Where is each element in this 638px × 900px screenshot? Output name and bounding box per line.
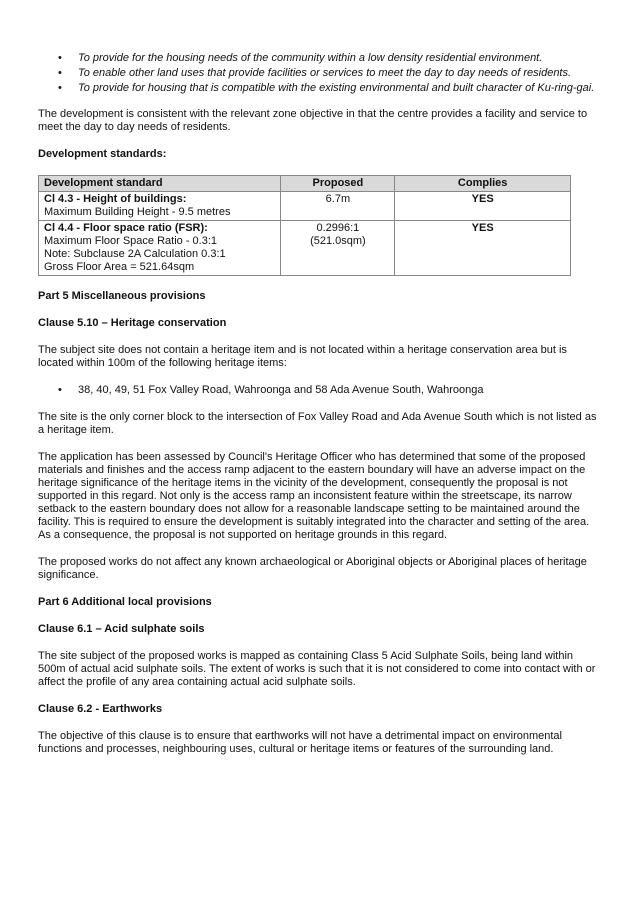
standard-line: Note: Subclause 2A Calculation 0.3:1 xyxy=(44,248,226,260)
header-proposed: Proposed xyxy=(281,176,395,192)
standard-line: Gross Floor Area = 521.64sqm xyxy=(44,261,195,273)
objective-item xyxy=(38,82,598,95)
document-content xyxy=(38,52,598,770)
proposed-cell xyxy=(281,192,395,221)
complies-cell: YES xyxy=(395,221,571,276)
header-complies: Complies xyxy=(395,176,571,192)
bullet-icon: • xyxy=(58,82,62,94)
bullet-icon: • xyxy=(58,67,62,79)
proposed-cell xyxy=(281,221,395,276)
standard-cell xyxy=(39,192,281,221)
complies-cell: YES xyxy=(395,192,571,221)
proposed-line: 0.2996:1 xyxy=(316,222,360,234)
clause510-heading: Clause 5.10 – Heritage conservation xyxy=(38,317,227,329)
dev-standards-heading: Development standards: xyxy=(38,148,167,160)
heritage-intro-paragraph: The subject site does not contain a heritage item and is not located within a heritage conservation area but is located within 100m of the following heritage items: xyxy=(38,344,567,369)
part5-heading: Part 5 Miscellaneous provisions xyxy=(38,290,206,302)
part6-heading: Part 6 Additional local provisions xyxy=(38,596,212,608)
header-standard: Development standard xyxy=(39,176,281,192)
standard-line: Maximum Building Height - 9.5 metres xyxy=(44,206,231,218)
proposed-line: (521.0sqm) xyxy=(310,235,366,247)
acid-sulphate-paragraph: The site subject of the proposed works is mapped as containing Class 5 Acid Sulphate Soils, being land within 500m of actual acid sulphate soils. The extent of works is such that it is not considered to come into contact with or affect the profile of any area containing actual acid sulphate soils. xyxy=(38,650,596,688)
heritage-item xyxy=(38,384,598,397)
bullet-icon: • xyxy=(58,52,62,64)
standard-cell xyxy=(39,221,281,276)
development-standards-table xyxy=(38,175,571,276)
objective-item xyxy=(38,67,598,80)
corner-block-paragraph: The site is the only corner block to the intersection of Fox Valley Road and Ada Avenue South which is not listed as a heritage item. xyxy=(38,411,597,436)
clause61-heading: Clause 6.1 – Acid sulphate soils xyxy=(38,623,205,635)
table-row xyxy=(39,221,571,276)
objective-item xyxy=(38,52,598,65)
heritage-items-list xyxy=(38,384,598,397)
standard-line: Maximum Floor Space Ratio - 0.3:1 xyxy=(44,235,218,247)
zone-objectives-list xyxy=(38,52,598,95)
objective-text: To provide for housing that is compatible with the existing environmental and built character of Ku-ring-gai. xyxy=(78,82,595,94)
bullet-icon: • xyxy=(58,384,62,396)
objective-text: To enable other land uses that provide facilities or services to meet the day to day needs of residents. xyxy=(78,67,572,79)
table-header-row xyxy=(39,176,571,192)
standard-title: Cl 4.4 - Floor space ratio (FSR): xyxy=(44,222,208,234)
archaeological-paragraph: The proposed works do not affect any known archaeological or Aboriginal objects or Aboriginal places of heritage significance. xyxy=(38,556,587,581)
proposed-line: 6.7m xyxy=(325,193,351,205)
objective-text: To provide for the housing needs of the community within a low density residential environment. xyxy=(78,52,543,64)
heritage-officer-paragraph: The application has been assessed by Council's Heritage Officer who has determined that some of the proposed materials and finishes and the access ramp adjacent to the eastern boundary will have an adverse impact on the heritage significance of the heritage items in the vicinity of the development, consequently the proposal is not supported in this regard. Not only is the access ramp an inconsistent feature within the streetscape, its narrow setback to the eastern boundary does not allow for a reasonable landscape setting to be maintained around the facility. This is required to ensure the development is suitably integrated into the character and setting of the area. As a consequence, the proposal is not supported on heritage grounds in this regard. xyxy=(38,451,590,541)
earthworks-paragraph: The objective of this clause is to ensure that earthworks will not have a detrimental impact on environmental functions and processes, neighbouring uses, cultural or heritage items or features of the surrounding land. xyxy=(38,730,562,755)
heritage-item-text: 38, 40, 49, 51 Fox Valley Road, Wahroonga and 58 Ada Avenue South, Wahroonga xyxy=(78,384,484,396)
standard-title: Cl 4.3 - Height of buildings: xyxy=(44,193,187,205)
table-row xyxy=(39,192,571,221)
consistency-paragraph: The development is consistent with the relevant zone objective in that the centre provides a facility and service to meet the day to day needs of residents. xyxy=(38,108,588,133)
clause62-heading: Clause 6.2 - Earthworks xyxy=(38,703,163,715)
